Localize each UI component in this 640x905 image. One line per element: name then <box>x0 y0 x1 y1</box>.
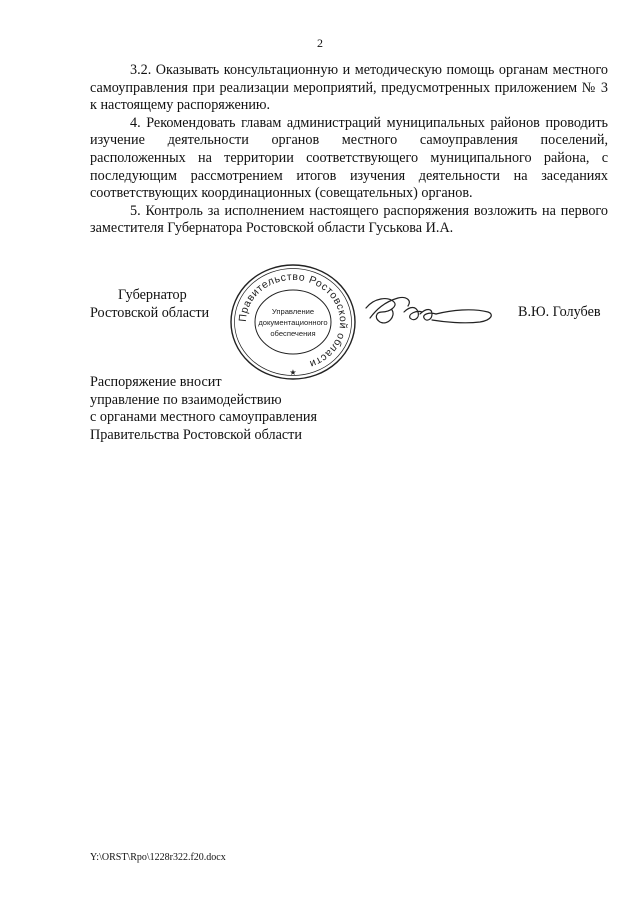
seal-center-line2: документационного <box>258 318 328 327</box>
paragraph-3-2: 3.2. Оказывать консультационную и методическую помощь органам местного самоуправления при реализации мероприятий, предусмотренных приложением № 3 к настоящему распоряжению. <box>90 62 608 114</box>
file-path-footer: Y:\ORST\Rpo\1228r322.f20.docx <box>90 852 226 863</box>
page-number: 2 <box>317 36 323 50</box>
submitter-line4: Правительства Ростовской области <box>90 426 302 443</box>
seal-ring-text: Правительство Ростовской области <box>236 270 350 371</box>
paragraph-5: 5. Контроль за исполнением настоящего распоряжения возложить на первого заместителя Губернатора Ростовской области Гуськова И.А. <box>90 202 608 237</box>
submitter-line1: Распоряжение вносит <box>90 374 222 390</box>
submitter-block <box>90 374 317 444</box>
paragraph-4: 4. Рекомендовать главам администраций муниципальных районов проводить изучение деятельности органов местного самоуправления поселений, расположенных на территории соответствующего муниципального района, с последующим рассмотрением итогов изучения деятельности на заседаниях соответствующих координационных (совещательных) органов. <box>90 114 608 202</box>
seal-center-line3: обеспечения <box>270 329 316 338</box>
seal-star-icon: ★ <box>289 368 297 377</box>
submitter-line3: с органами местного самоуправления <box>90 409 318 426</box>
signer-title <box>90 286 209 322</box>
body-text <box>90 62 608 238</box>
signer-name: В.Ю. Голубев <box>518 304 601 320</box>
official-seal <box>228 262 358 382</box>
submitter-line2: управление по взаимодействию <box>90 391 282 408</box>
seal-center-line1: Управление <box>271 307 315 316</box>
signer-title-line1: Губернатор <box>118 287 187 303</box>
signer-title-line2: Ростовской области <box>90 305 210 321</box>
handwritten-signature-icon <box>362 288 497 336</box>
